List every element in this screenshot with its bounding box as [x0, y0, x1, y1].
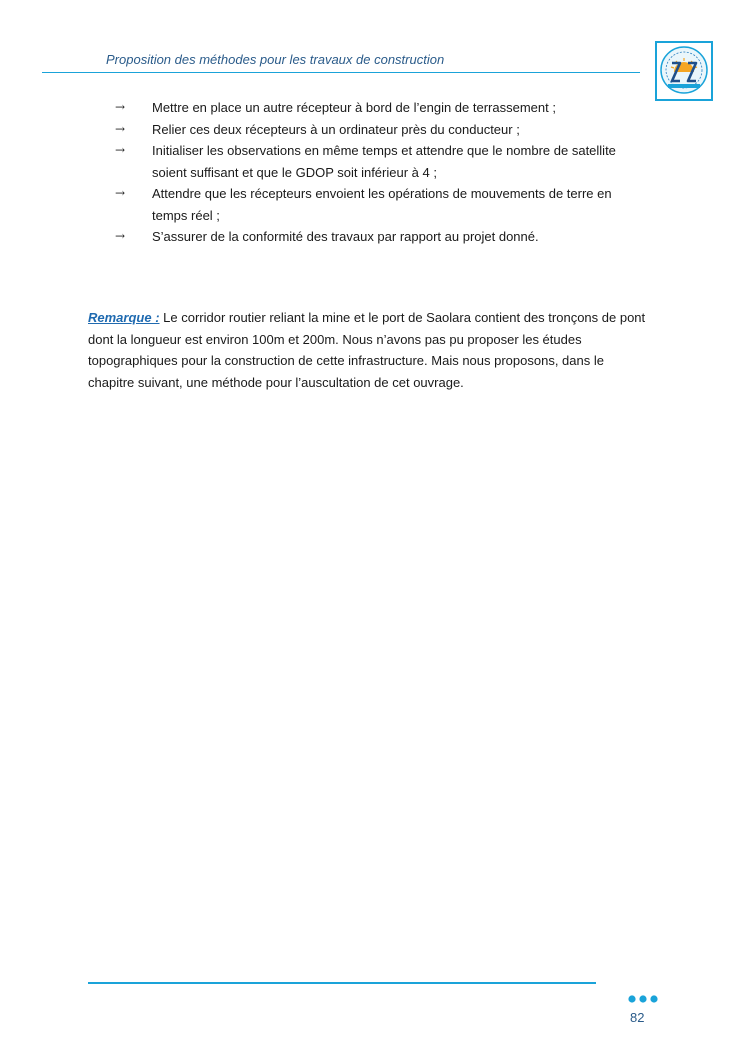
arrow-icon: →	[115, 186, 126, 200]
list-item-text: Initialiser les observations en même temps et attendre que le nombre de satellite soient suffisant et que le GDOP soit inférieur à 4 ;	[152, 143, 616, 180]
list-item	[113, 226, 648, 248]
arrow-icon: →	[115, 229, 126, 243]
footer-divider	[88, 982, 596, 984]
remark-paragraph	[88, 307, 648, 393]
school-emblem-icon	[655, 41, 713, 101]
remark-label: Remarque :	[88, 310, 160, 325]
ellipsis-dots-icon	[627, 991, 661, 1001]
list-item	[113, 119, 648, 141]
arrow-icon: →	[115, 121, 126, 136]
list-item	[113, 183, 648, 226]
list-item-text: Attendre que les récepteurs envoient les opérations de mouvements de terre en temps réel ;	[152, 186, 612, 223]
arrow-icon: →	[115, 100, 126, 114]
page-number: 82	[630, 1010, 645, 1025]
list-item	[113, 97, 648, 119]
list-item-text: S’assurer de la conformité des travaux par rapport au projet donné.	[152, 229, 539, 244]
list-item	[113, 140, 648, 183]
remark-text: Le corridor routier reliant la mine et le port de Saolara contient des tronçons de pont dont la longueur est environ 100m et 200m. Nous n’avons pas pu proposer les études topographiques pour la construction de cette infrastructure. Mais nous proposons, dans le chapitre suivant, une méthode pour l’auscultation de cet ouvrage.	[88, 310, 646, 390]
header-title: Proposition des méthodes pour les travaux de construction	[106, 52, 445, 67]
bullet-list	[113, 97, 648, 248]
list-item-text: Mettre en place un autre récepteur à bord de l’engin de terrassement ;	[152, 100, 556, 115]
list-item-text: Relier ces deux récepteurs à un ordinateur près du conducteur ;	[152, 121, 520, 137]
arrow-icon: →	[115, 143, 126, 157]
header-divider	[42, 72, 640, 73]
